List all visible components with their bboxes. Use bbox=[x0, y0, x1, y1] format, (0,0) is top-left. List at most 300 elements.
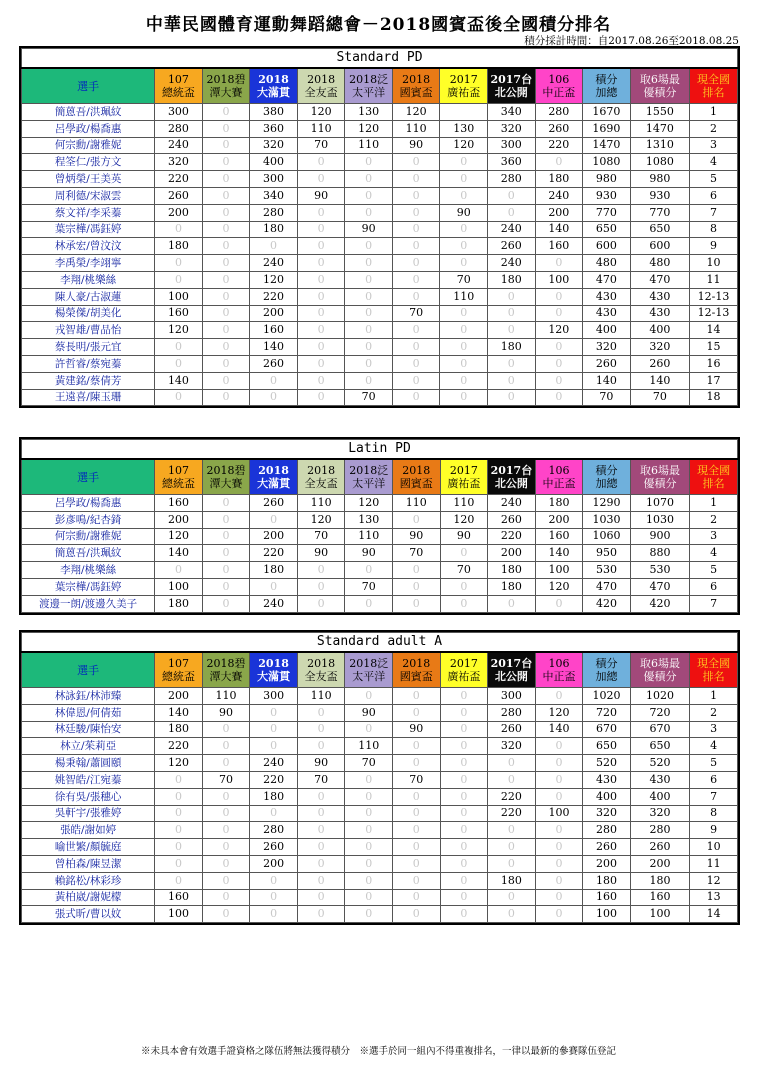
player-name: 陳人豪/古淑蓮 bbox=[22, 288, 155, 305]
header-line-1: 現全國 bbox=[697, 73, 731, 86]
score-cell: 0 bbox=[488, 355, 536, 372]
score-cell: 1290 bbox=[583, 495, 631, 512]
header-col-3 bbox=[297, 459, 345, 495]
header-line-2: 中正盃 bbox=[542, 86, 576, 99]
table-row bbox=[22, 389, 738, 406]
score-cell: 90 bbox=[345, 704, 393, 721]
score-cell: 0 bbox=[202, 372, 250, 389]
score-cell: 0 bbox=[155, 355, 203, 372]
score-cell: 0 bbox=[250, 704, 298, 721]
score-cell: 0 bbox=[297, 738, 345, 755]
score-cell: 480 bbox=[630, 255, 689, 272]
player-name: 渡邊一朗/渡邊久美子 bbox=[22, 595, 155, 612]
score-cell: 360 bbox=[488, 154, 536, 171]
score-cell: 0 bbox=[155, 822, 203, 839]
score-cell: 0 bbox=[535, 889, 583, 906]
header-col-3 bbox=[297, 68, 345, 104]
score-cell: 0 bbox=[297, 562, 345, 579]
header-col-2 bbox=[250, 652, 298, 688]
score-cell: 470 bbox=[583, 578, 631, 595]
score-cell: 70 bbox=[345, 389, 393, 406]
score-cell: 0 bbox=[297, 805, 345, 822]
score-cell: 240 bbox=[250, 755, 298, 772]
player-name: 蔡長明/張元宜 bbox=[22, 339, 155, 356]
score-cell: 0 bbox=[250, 389, 298, 406]
score-cell: 0 bbox=[202, 788, 250, 805]
score-cell: 0 bbox=[440, 889, 488, 906]
score-cell: 0 bbox=[393, 889, 441, 906]
score-cell: 70 bbox=[393, 771, 441, 788]
score-cell: 0 bbox=[202, 839, 250, 856]
score-cell: 0 bbox=[392, 255, 440, 272]
score-cell: 0 bbox=[250, 578, 298, 595]
score-cell: 140 bbox=[155, 545, 203, 562]
score-cell: 320 bbox=[583, 805, 631, 822]
score-cell: 0 bbox=[393, 755, 441, 772]
score-cell: 0 bbox=[440, 755, 488, 772]
score-cell: 280 bbox=[630, 822, 689, 839]
score-cell: 0 bbox=[392, 322, 440, 339]
score-cell: 10 bbox=[690, 255, 738, 272]
score-cell: 160 bbox=[583, 889, 631, 906]
score-cell: 0 bbox=[202, 889, 250, 906]
score-cell: 160 bbox=[535, 238, 583, 255]
header-line-2: 國賓盃 bbox=[399, 86, 433, 99]
score-cell: 0 bbox=[440, 855, 488, 872]
score-cell: 260 bbox=[250, 355, 298, 372]
score-cell: 0 bbox=[202, 578, 250, 595]
score-cell: 0 bbox=[345, 721, 393, 738]
score-cell: 200 bbox=[535, 511, 583, 528]
score-cell: 0 bbox=[488, 389, 536, 406]
score-cell: 0 bbox=[250, 511, 298, 528]
score-cell: 110 bbox=[345, 137, 393, 154]
score-cell: 0 bbox=[202, 355, 250, 372]
score-cell: 90 bbox=[393, 721, 441, 738]
player-name: 姚智皓/江宛蓁 bbox=[22, 771, 155, 788]
score-cell: 3 bbox=[690, 528, 738, 545]
score-cell: 160 bbox=[155, 889, 203, 906]
score-cell: 240 bbox=[488, 255, 536, 272]
score-cell: 110 bbox=[297, 688, 345, 705]
table-row bbox=[22, 595, 738, 612]
header-line-1: 2018 bbox=[307, 657, 336, 670]
score-cell: 600 bbox=[630, 238, 689, 255]
score-cell: 300 bbox=[155, 104, 203, 121]
score-cell: 0 bbox=[535, 822, 583, 839]
header-col-8 bbox=[535, 652, 583, 688]
score-cell: 100 bbox=[155, 906, 203, 923]
section-standard-adult-a bbox=[19, 630, 740, 925]
score-cell: 220 bbox=[155, 171, 203, 188]
score-cell: 11 bbox=[690, 271, 738, 288]
score-cell: 0 bbox=[440, 688, 488, 705]
score-cell: 220 bbox=[488, 805, 536, 822]
score-cell: 980 bbox=[630, 171, 689, 188]
score-cell: 0 bbox=[535, 738, 583, 755]
score-cell: 930 bbox=[630, 187, 689, 204]
score-cell: 4 bbox=[690, 738, 738, 755]
score-cell: 0 bbox=[535, 288, 583, 305]
score-cell: 0 bbox=[202, 255, 250, 272]
score-cell: 180 bbox=[488, 578, 536, 595]
table-row bbox=[22, 906, 738, 923]
score-cell: 0 bbox=[345, 339, 393, 356]
score-cell: 360 bbox=[250, 120, 298, 137]
header-line-2: 加總 bbox=[595, 670, 618, 683]
score-cell: 5 bbox=[690, 562, 738, 579]
header-line-2: 全友盃 bbox=[304, 86, 338, 99]
score-cell: 0 bbox=[440, 721, 488, 738]
header-line-2: 太平洋 bbox=[352, 477, 386, 490]
score-cell: 100 bbox=[583, 906, 631, 923]
header-col-4 bbox=[345, 68, 393, 104]
score-cell: 320 bbox=[630, 339, 689, 356]
header-line-1: 2017台 bbox=[490, 657, 533, 670]
score-cell: 0 bbox=[488, 855, 536, 872]
header-col-2 bbox=[250, 459, 298, 495]
score-cell: 0 bbox=[155, 255, 203, 272]
header-line-1: 2018碧 bbox=[206, 464, 246, 477]
score-cell: 400 bbox=[583, 322, 631, 339]
score-cell: 0 bbox=[440, 595, 488, 612]
score-cell: 0 bbox=[202, 822, 250, 839]
table-row bbox=[22, 372, 738, 389]
score-cell: 6 bbox=[690, 187, 738, 204]
score-cell: 260 bbox=[488, 721, 536, 738]
score-cell: 0 bbox=[535, 855, 583, 872]
score-cell: 260 bbox=[630, 355, 689, 372]
score-cell: 140 bbox=[535, 545, 583, 562]
table-row bbox=[22, 171, 738, 188]
header-line-2: 太平洋 bbox=[352, 86, 386, 99]
header-line-2: 廣祐盃 bbox=[447, 477, 481, 490]
score-cell: 0 bbox=[345, 805, 393, 822]
header-line-1: 2018碧 bbox=[206, 657, 246, 670]
score-cell: 0 bbox=[297, 288, 345, 305]
header-line-1: 106 bbox=[548, 73, 570, 86]
score-cell: 0 bbox=[393, 511, 441, 528]
header-col-6 bbox=[440, 652, 488, 688]
score-cell: 180 bbox=[488, 872, 536, 889]
score-cell: 240 bbox=[535, 187, 583, 204]
header-col-0 bbox=[155, 68, 203, 104]
table-row bbox=[22, 805, 738, 822]
score-cell: 650 bbox=[630, 221, 689, 238]
score-cell: 220 bbox=[155, 738, 203, 755]
score-cell: 0 bbox=[488, 305, 536, 322]
score-cell: 0 bbox=[155, 389, 203, 406]
score-cell: 0 bbox=[440, 372, 488, 389]
score-cell: 320 bbox=[488, 120, 536, 137]
player-name: 葉宗樺/馮鈺婷 bbox=[22, 578, 155, 595]
header-line-2: 總統盃 bbox=[161, 670, 195, 683]
header-line-2: 大滿貫 bbox=[257, 86, 291, 99]
score-cell: 0 bbox=[297, 372, 345, 389]
score-cell: 10 bbox=[690, 839, 738, 856]
score-cell: 0 bbox=[345, 595, 393, 612]
section-title: Latin PD bbox=[22, 440, 738, 460]
score-cell: 140 bbox=[155, 704, 203, 721]
score-cell: 280 bbox=[488, 171, 536, 188]
score-cell: 0 bbox=[440, 355, 488, 372]
score-cell: 200 bbox=[583, 855, 631, 872]
header-line-2: 潭大賽 bbox=[209, 670, 243, 683]
score-cell: 280 bbox=[250, 822, 298, 839]
player-name: 曾柏森/陳昱潔 bbox=[22, 855, 155, 872]
score-cell: 320 bbox=[583, 339, 631, 356]
score-cell: 0 bbox=[155, 339, 203, 356]
score-cell: 200 bbox=[630, 855, 689, 872]
header-line-2: 全友盃 bbox=[304, 477, 338, 490]
score-cell: 260 bbox=[535, 120, 583, 137]
score-cell: 0 bbox=[202, 495, 250, 512]
score-cell: 7 bbox=[690, 595, 738, 612]
header-col-5 bbox=[393, 459, 441, 495]
score-cell: 0 bbox=[440, 389, 488, 406]
score-cell: 0 bbox=[392, 339, 440, 356]
table-row bbox=[22, 771, 738, 788]
score-cell: 0 bbox=[202, 545, 250, 562]
score-cell: 0 bbox=[297, 255, 345, 272]
score-cell: 240 bbox=[155, 137, 203, 154]
score-cell: 70 bbox=[630, 389, 689, 406]
score-cell: 0 bbox=[488, 839, 536, 856]
score-cell: 0 bbox=[297, 872, 345, 889]
score-cell: 0 bbox=[535, 771, 583, 788]
header-line-2: 大滿貫 bbox=[257, 477, 291, 490]
score-cell: 90 bbox=[392, 137, 440, 154]
score-cell: 5 bbox=[690, 171, 738, 188]
score-cell: 0 bbox=[345, 771, 393, 788]
header-line-2: 廣祐盃 bbox=[447, 86, 481, 99]
score-cell: 0 bbox=[488, 288, 536, 305]
score-cell: 0 bbox=[297, 339, 345, 356]
score-cell: 1550 bbox=[630, 104, 689, 121]
score-cell: 400 bbox=[250, 154, 298, 171]
score-cell: 0 bbox=[202, 872, 250, 889]
score-cell: 400 bbox=[630, 788, 689, 805]
score-cell: 0 bbox=[297, 238, 345, 255]
score-cell: 14 bbox=[690, 906, 738, 923]
score-cell: 0 bbox=[202, 171, 250, 188]
score-cell: 0 bbox=[202, 389, 250, 406]
score-cell: 0 bbox=[393, 906, 441, 923]
score-cell: 0 bbox=[393, 805, 441, 822]
score-cell: 0 bbox=[155, 221, 203, 238]
header-line-1: 106 bbox=[548, 464, 570, 477]
player-name: 何宗勳/謝雅妮 bbox=[22, 137, 155, 154]
score-cell: 0 bbox=[392, 288, 440, 305]
header-line-1: 107 bbox=[167, 73, 189, 86]
header-line-1: 積分 bbox=[595, 657, 618, 670]
score-cell: 1060 bbox=[583, 528, 631, 545]
score-cell: 0 bbox=[535, 255, 583, 272]
header-player: 選手 bbox=[22, 68, 155, 104]
player-name: 簡蒽吾/洪珮紋 bbox=[22, 545, 155, 562]
score-cell: 240 bbox=[488, 495, 536, 512]
header-row bbox=[22, 459, 738, 495]
table-row bbox=[22, 495, 738, 512]
score-cell: 1030 bbox=[630, 511, 689, 528]
header-col-11 bbox=[690, 652, 738, 688]
score-cell: 0 bbox=[535, 906, 583, 923]
score-cell: 0 bbox=[345, 822, 393, 839]
score-cell: 650 bbox=[583, 738, 631, 755]
header-line-1: 2017台 bbox=[490, 464, 533, 477]
score-cell: 980 bbox=[583, 171, 631, 188]
score-cell: 280 bbox=[155, 120, 203, 137]
score-cell: 0 bbox=[202, 906, 250, 923]
score-cell: 0 bbox=[345, 171, 393, 188]
score-cell: 9 bbox=[690, 238, 738, 255]
score-cell: 420 bbox=[583, 595, 631, 612]
score-cell: 300 bbox=[250, 688, 298, 705]
table-row bbox=[22, 545, 738, 562]
header-line-2: 北公開 bbox=[494, 477, 528, 490]
score-cell: 0 bbox=[202, 805, 250, 822]
score-cell: 950 bbox=[583, 545, 631, 562]
section-title-row bbox=[22, 49, 738, 69]
score-cell: 220 bbox=[250, 288, 298, 305]
score-cell: 0 bbox=[393, 562, 441, 579]
score-cell: 3 bbox=[690, 137, 738, 154]
ranking-table bbox=[21, 632, 738, 923]
table-row bbox=[22, 339, 738, 356]
table-row bbox=[22, 889, 738, 906]
table-row bbox=[22, 704, 738, 721]
score-cell: 0 bbox=[393, 688, 441, 705]
score-cell: 0 bbox=[202, 104, 250, 121]
score-cell: 1 bbox=[690, 688, 738, 705]
score-cell: 8 bbox=[690, 805, 738, 822]
header-line-2: 廣祐盃 bbox=[447, 670, 481, 683]
score-cell: 180 bbox=[630, 872, 689, 889]
score-cell: 0 bbox=[250, 721, 298, 738]
header-col-1 bbox=[202, 652, 250, 688]
player-name: 曾炳榮/王美英 bbox=[22, 171, 155, 188]
player-name: 楊榮傑/胡美化 bbox=[22, 305, 155, 322]
section-latin-pd bbox=[19, 437, 740, 615]
score-cell: 180 bbox=[488, 562, 536, 579]
score-cell: 0 bbox=[440, 788, 488, 805]
score-cell: 200 bbox=[250, 855, 298, 872]
score-cell: 14 bbox=[690, 322, 738, 339]
header-line-2: 國賓盃 bbox=[399, 670, 433, 683]
score-cell: 530 bbox=[583, 562, 631, 579]
ranking-table bbox=[21, 48, 738, 406]
score-cell: 0 bbox=[345, 288, 393, 305]
player-name: 林偉恩/何倩茹 bbox=[22, 704, 155, 721]
score-cell: 1070 bbox=[630, 495, 689, 512]
score-cell: 0 bbox=[392, 187, 440, 204]
score-cell: 0 bbox=[392, 221, 440, 238]
header-line-1: 2018泛 bbox=[349, 657, 389, 670]
score-cell: 0 bbox=[297, 788, 345, 805]
score-cell: 430 bbox=[583, 288, 631, 305]
score-cell: 930 bbox=[583, 187, 631, 204]
score-cell: 70 bbox=[202, 771, 250, 788]
header-line-1: 取6場最 bbox=[639, 73, 680, 86]
score-cell: 180 bbox=[535, 171, 583, 188]
score-cell: 70 bbox=[345, 578, 393, 595]
score-cell: 0 bbox=[440, 704, 488, 721]
score-cell: 0 bbox=[392, 204, 440, 221]
score-cell: 12 bbox=[690, 872, 738, 889]
player-name: 黃柏崴/謝妮檬 bbox=[22, 889, 155, 906]
score-cell: 0 bbox=[202, 721, 250, 738]
ranking-table bbox=[21, 439, 738, 613]
score-cell: 0 bbox=[440, 171, 488, 188]
score-cell: 0 bbox=[488, 889, 536, 906]
header-col-9 bbox=[583, 68, 631, 104]
header-col-7 bbox=[488, 68, 536, 104]
score-cell: 120 bbox=[155, 322, 203, 339]
score-cell: 0 bbox=[345, 839, 393, 856]
score-cell: 0 bbox=[250, 872, 298, 889]
score-cell: 0 bbox=[202, 562, 250, 579]
score-cell: 0 bbox=[202, 528, 250, 545]
score-cell: 320 bbox=[488, 738, 536, 755]
score-cell: 160 bbox=[250, 322, 298, 339]
score-cell: 70 bbox=[440, 271, 488, 288]
score-cell: 0 bbox=[297, 355, 345, 372]
score-cell: 200 bbox=[155, 511, 203, 528]
player-name: 吳軒宇/張雅婷 bbox=[22, 805, 155, 822]
score-cell: 0 bbox=[345, 322, 393, 339]
score-cell: 260 bbox=[630, 839, 689, 856]
score-cell: 180 bbox=[250, 562, 298, 579]
score-cell: 70 bbox=[297, 137, 345, 154]
table-row bbox=[22, 204, 738, 221]
player-name: 林詠鈺/林沛臻 bbox=[22, 688, 155, 705]
score-cell: 0 bbox=[202, 755, 250, 772]
score-cell: 240 bbox=[488, 221, 536, 238]
score-cell: 200 bbox=[155, 688, 203, 705]
score-cell: 130 bbox=[440, 120, 488, 137]
header-line-1: 2017台 bbox=[490, 73, 533, 86]
score-cell: 17 bbox=[690, 372, 738, 389]
player-name: 何宗勳/謝雅妮 bbox=[22, 528, 155, 545]
score-cell: 120 bbox=[392, 104, 440, 121]
score-cell: 0 bbox=[250, 906, 298, 923]
score-cell: 130 bbox=[345, 511, 393, 528]
score-cell: 0 bbox=[488, 204, 536, 221]
section-title-row bbox=[22, 633, 738, 653]
score-cell: 280 bbox=[488, 704, 536, 721]
score-cell: 0 bbox=[440, 255, 488, 272]
score-cell: 0 bbox=[440, 906, 488, 923]
table-row bbox=[22, 355, 738, 372]
score-cell: 100 bbox=[535, 271, 583, 288]
player-name: 李翔/桃樂絲 bbox=[22, 562, 155, 579]
score-cell: 0 bbox=[393, 704, 441, 721]
player-name: 葉宗樺/馮鈺婷 bbox=[22, 221, 155, 238]
player-name: 李翔/桃樂絲 bbox=[22, 271, 155, 288]
header-line-1: 2018 bbox=[307, 73, 336, 86]
score-cell: 140 bbox=[155, 372, 203, 389]
header-col-10 bbox=[630, 652, 689, 688]
player-name: 楊秉翰/蕭圓頤 bbox=[22, 755, 155, 772]
score-cell: 0 bbox=[535, 788, 583, 805]
header-col-4 bbox=[345, 459, 393, 495]
score-cell: 120 bbox=[440, 137, 488, 154]
score-cell: 100 bbox=[630, 906, 689, 923]
score-cell: 280 bbox=[583, 822, 631, 839]
score-cell: 90 bbox=[345, 545, 393, 562]
score-cell: 260 bbox=[155, 187, 203, 204]
header-line-1: 現全國 bbox=[697, 657, 731, 670]
